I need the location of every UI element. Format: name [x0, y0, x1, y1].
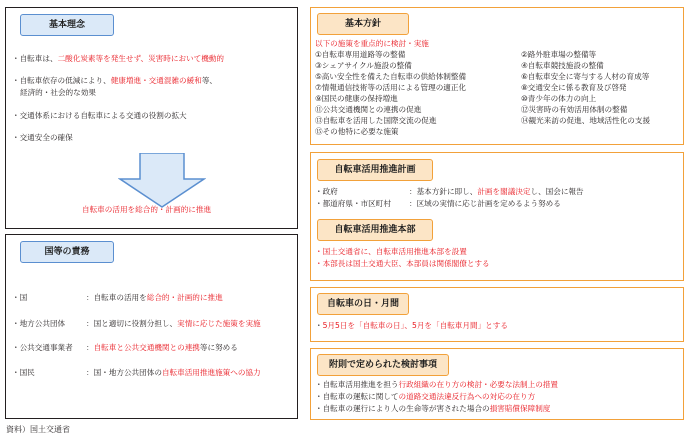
principle-item: ・ 自転車は、二酸化炭素等を発生せず、災害時において機動的 [12, 54, 224, 64]
policy-item: ⑭観光来訪の促進、地域活性化の支援 [521, 116, 651, 125]
principle-item: ・ 交通安全の確保 [12, 133, 73, 143]
responsibility-label: ・ 地方公共団体 [12, 319, 65, 329]
promotion-hq-title: 自転車活用推進本部 [317, 219, 433, 241]
responsibility-label: ・ 国 [12, 293, 27, 303]
principle-item: ・ 自転車依存の低減により、健康増進・交通混雑の緩和等、 [12, 76, 217, 86]
policy-item: ⑦情報通信技術等の活用による管理の適正化 [315, 83, 467, 92]
down-arrow-icon [118, 153, 206, 209]
policy-item: ④自転車競技施設の整備 [521, 61, 604, 70]
policy-item: ⑪公共交通機関との連携の促進 [315, 105, 422, 114]
source-note: 資料）国土交通省 [6, 425, 70, 434]
principle-item: ・ 交通体系における自転車による交通の役割の拡大 [12, 111, 187, 121]
policy-lead: 以下の施策を重点的に検討・実施 [315, 39, 429, 48]
policy-item: ⑥自転車安全に寄与する人材の育成等 [521, 72, 650, 81]
responsibilities-title: 国等の責務 [20, 241, 114, 263]
responsibility-text: ：自転車の活用を総合的・計画的に推進 [86, 293, 223, 302]
policy-item: ⑨国民の健康の保持増進 [315, 94, 398, 103]
supplementary-item: ・ 自転車の運転に関しての道路交通法違反行為への対応の在り方 [315, 392, 535, 402]
hq-item: ・ 国土交通省に、自転車活用推進本部を設置 [315, 247, 467, 257]
supplementary-item: ・ 自転車の運行により人の生命等が害された場合の損害賠償保障制度 [315, 404, 550, 414]
promotion-plan-title: 自転車活用推進計画 [317, 159, 433, 181]
policy-item: ⑬自転車を活用した国際交流の促進 [315, 116, 437, 125]
policy-item: ⑩青少年の体力の向上 [521, 94, 597, 103]
responsibility-label: ・ 国民 [12, 368, 35, 378]
policy-item: ⑫災害時の有効活用体制の整備 [521, 105, 628, 114]
plan-text: ：基本方針に即し、計画を閣議決定し、国会に報告 [409, 187, 584, 196]
responsibility-label: ・ 公共交通事業者 [12, 343, 73, 353]
principle-item-cont: 経済的・社会的な効果 [20, 88, 96, 97]
hq-item: ・ 本部長は国土交通大臣、本部員は関係閣僚とする [315, 259, 490, 269]
principle-result: 自転車の活用を総合的・計画的に推進 [82, 205, 212, 214]
basic-policy-title: 基本方針 [317, 13, 409, 35]
bicycle-day-panel [310, 287, 684, 342]
promotion-plan-panel [310, 152, 684, 281]
responsibility-text: ：国・地方公共団体の自転車活用推進施策への協力 [86, 368, 261, 377]
policy-item: ①自転車専用道路等の整備 [315, 50, 406, 59]
plan-label: ・ 政府 [315, 187, 338, 197]
basic-principles-title: 基本理念 [20, 14, 114, 36]
basic-principles-panel [5, 7, 298, 229]
basic-policy-panel [310, 7, 684, 145]
supplementary-item: ・ 自転車活用推進を担う行政組織の在り方の検討・必要な法制上の措置 [315, 380, 558, 390]
plan-text: ：区域の実情に応じ計画を定めるよう努める [409, 199, 561, 208]
policy-item: ③シェアサイクル施設の整備 [315, 61, 412, 70]
policy-item: ⑤高い安全性を備えた自転車の供給体制整備 [315, 72, 467, 81]
bicycle-day-title: 自転車の日・月間 [317, 293, 409, 315]
plan-label: ・ 都道府県・市区町村 [315, 199, 391, 209]
supplementary-panel [310, 348, 684, 420]
policy-item: ⑮その他特に必要な施策 [315, 127, 399, 136]
responsibility-text: ：国と適切に役割分担し、実情に応じた施策を実施 [86, 319, 261, 328]
bicycle-day-text: ・ 5月5日を「自転車の日」、5月を「自転車月間」とする [315, 321, 508, 331]
responsibilities-panel [5, 234, 298, 419]
responsibility-text: ：自転車と公共交通機関との連携等に努める [86, 343, 238, 352]
supplementary-title: 附則で定められた検討事項 [317, 354, 449, 376]
policy-item: ⑧交通安全に係る教育及び啓発 [521, 83, 627, 92]
policy-item: ②路外駐車場の整備等 [521, 50, 597, 59]
